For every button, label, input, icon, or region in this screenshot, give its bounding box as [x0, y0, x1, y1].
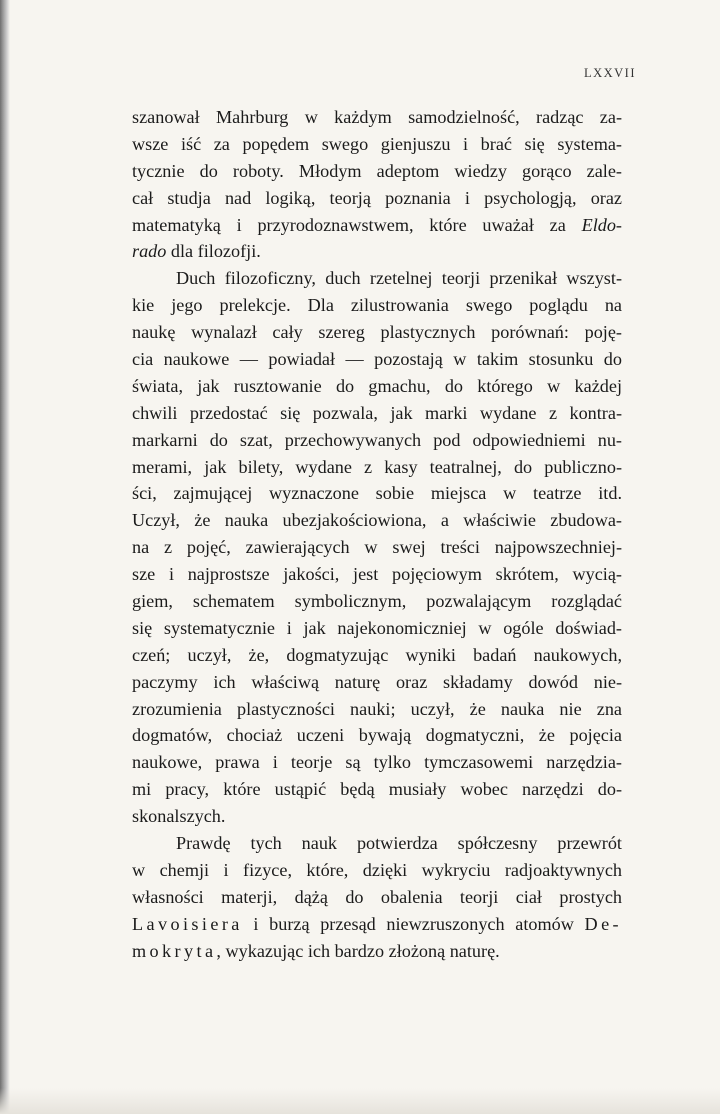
text-block	[132, 104, 622, 965]
text-line: szanował Mahrburg w każdym samodzielność, radząc za-	[132, 107, 622, 127]
text-line: świata, jak rusztowanie do gmachu, do którego w każdej	[132, 375, 622, 396]
text-line	[132, 911, 622, 938]
text-line: mi pracy, które ustąpić będą musiały wobec narzędzi do-	[132, 779, 622, 800]
text-line: giem, schematem symbolicznym, pozwalającym rozglądać	[132, 591, 622, 612]
text-line: ści, zajmującej wyznaczone sobie miejsca w teatrze itd.	[132, 483, 622, 504]
paragraph-2	[132, 265, 622, 830]
text-line	[132, 938, 622, 965]
text-run: , wykazując ich bardzo złożoną naturę.	[216, 940, 500, 961]
text-line: naukę wynalazł cały szereg plastycznych porównań: poję-	[132, 322, 622, 343]
text-run: dla filozofji.	[166, 241, 261, 262]
text-line: Duch filozoficzny, duch rzetelnej teorji przenikał wszyst-	[176, 268, 622, 289]
page-number: LXXVII	[583, 66, 636, 80]
italic-text: Eldo-	[581, 214, 622, 235]
text-line: kie jego prelekcje. Dla zilustrowania swego poglądu na	[132, 295, 622, 316]
text-line: się systematycznie i jak najekonomiczniej w ogóle doświad-	[132, 617, 622, 638]
text-line: sze i najprostsze jakości, jest pojęciowym skrótem, wycią-	[132, 564, 622, 585]
text-line: dogmatów, chociaż uczeni bywają dogmatyczni, że pojęcia	[132, 725, 622, 746]
italic-text: rado	[132, 241, 167, 262]
text-line	[132, 238, 622, 265]
text-line: cia naukowe — powiadał — pozostają w takim stosunku do	[132, 349, 622, 370]
text-line	[132, 212, 622, 239]
spaced-name: Lavoisiera	[132, 913, 243, 934]
text-line: tycznie do roboty. Młodym adeptom wiedzy gorąco zale-	[132, 160, 622, 181]
text-line: na z pojęć, zawierających w swej treści najpowszechniej-	[132, 537, 622, 558]
text-run: matematyką i przyrodoznawstwem, które uważał za	[132, 214, 582, 235]
text-line: zrozumienia plastyczności nauki; uczył, że nauka nie zna	[132, 698, 622, 719]
text-line: markarni do szat, przechowywanych pod odpowiedniemi nu-	[132, 429, 622, 450]
text-line: paczymy ich właściwą naturę oraz składamy dowód nie-	[132, 671, 622, 692]
text-run: i burzą przesąd niewzruszonych atomów	[242, 913, 585, 934]
page-bottom-edge	[0, 1088, 720, 1114]
text-line: chwili przedostać się pozwala, jak marki wydane z kontra-	[132, 402, 622, 423]
paragraph-3	[132, 830, 622, 964]
text-line: naukowe, prawa i teorje są tylko tymczasowemi narzędzia-	[132, 752, 622, 773]
text-line: skonalszych.	[132, 806, 226, 827]
spaced-name: mokryta	[132, 940, 217, 961]
text-line: czeń; uczył, że, dogmatyzując wyniki badań naukowych,	[132, 644, 622, 665]
text-line: w chemji i fizyce, które, dzięki wykryciu radjoaktywnych	[132, 859, 622, 880]
text-line: cał studja nad logiką, teorją poznania i psychologją, oraz	[132, 187, 622, 208]
text-line: własności materji, dążą do obalenia teorji ciał prostych	[132, 886, 622, 907]
text-line: Uczył, że nauka ubezjakościowiona, a właściwie zbudowa-	[132, 510, 622, 531]
page-binding-edge	[0, 0, 10, 1114]
text-line: wsze iść za popędem swego gienjuszu i brać się systema-	[132, 133, 622, 154]
paragraph-1	[132, 104, 622, 265]
text-line: merami, jak bilety, wydane z kasy teatralnej, do publiczno-	[132, 456, 622, 477]
spaced-name: De-	[584, 913, 622, 934]
text-line: Prawdę tych nauk potwierdza spółczesny przewrót	[176, 833, 622, 854]
